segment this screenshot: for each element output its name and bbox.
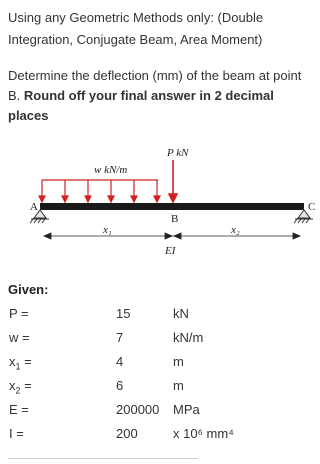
question-task (8, 66, 313, 126)
question-intro: Using any Geometric Methods only: (Double Integration, Conjugate Beam, Area Moment) (8, 10, 264, 47)
support-a-label: A (30, 201, 38, 213)
dimension-line (44, 233, 300, 239)
given-var: $x_1$ = (9, 354, 32, 372)
given-value: 200000 (116, 402, 160, 417)
distributed-load-label: w kN/m (94, 164, 128, 176)
given-unit: m (173, 354, 184, 369)
support-c-label: C (308, 201, 316, 213)
given-unit: kN (173, 306, 189, 321)
x1-label: x₁ (103, 224, 112, 236)
x2-label: x₂ (231, 224, 240, 236)
given-unit: MPa (173, 402, 200, 417)
question-task-text: Determine the deflection (mm) of the beam at point B. (8, 68, 302, 103)
given-value: 7 (116, 330, 124, 345)
given-value: 4 (116, 354, 124, 369)
given-row-x2 (0, 378, 320, 398)
given-row-e (0, 402, 320, 422)
beam-diagram (0, 140, 320, 270)
point-load-arrow (169, 160, 177, 202)
given-var: I = (9, 426, 24, 441)
given-var: E = (9, 402, 29, 417)
question-rounding-instruction: Round off your final answer in 2 decimal places (8, 88, 274, 123)
point-load-label: P kN (167, 147, 189, 159)
given-value: 6 (116, 378, 124, 393)
given-var: $x_2$ = (9, 378, 32, 396)
given-row-x1 (0, 354, 320, 374)
given-title: Given: (8, 282, 49, 297)
ei-label: EI (165, 245, 176, 257)
given-row-w (0, 330, 320, 350)
given-row-i (0, 426, 320, 446)
given-unit: x 10⁶ mm⁴ (173, 426, 234, 441)
distributed-load (39, 180, 160, 202)
distributed-load-arrows (39, 180, 160, 202)
beam (40, 203, 304, 210)
given-unit: kN/m (173, 330, 204, 345)
given-value: 200 (116, 426, 138, 441)
given-unit: m (173, 378, 184, 393)
divider (8, 458, 198, 459)
given-row-p (0, 306, 320, 326)
given-var: P = (9, 306, 29, 321)
given-var: w = (9, 330, 30, 345)
given-value: 15 (116, 306, 131, 321)
point-b-label: B (171, 213, 179, 225)
